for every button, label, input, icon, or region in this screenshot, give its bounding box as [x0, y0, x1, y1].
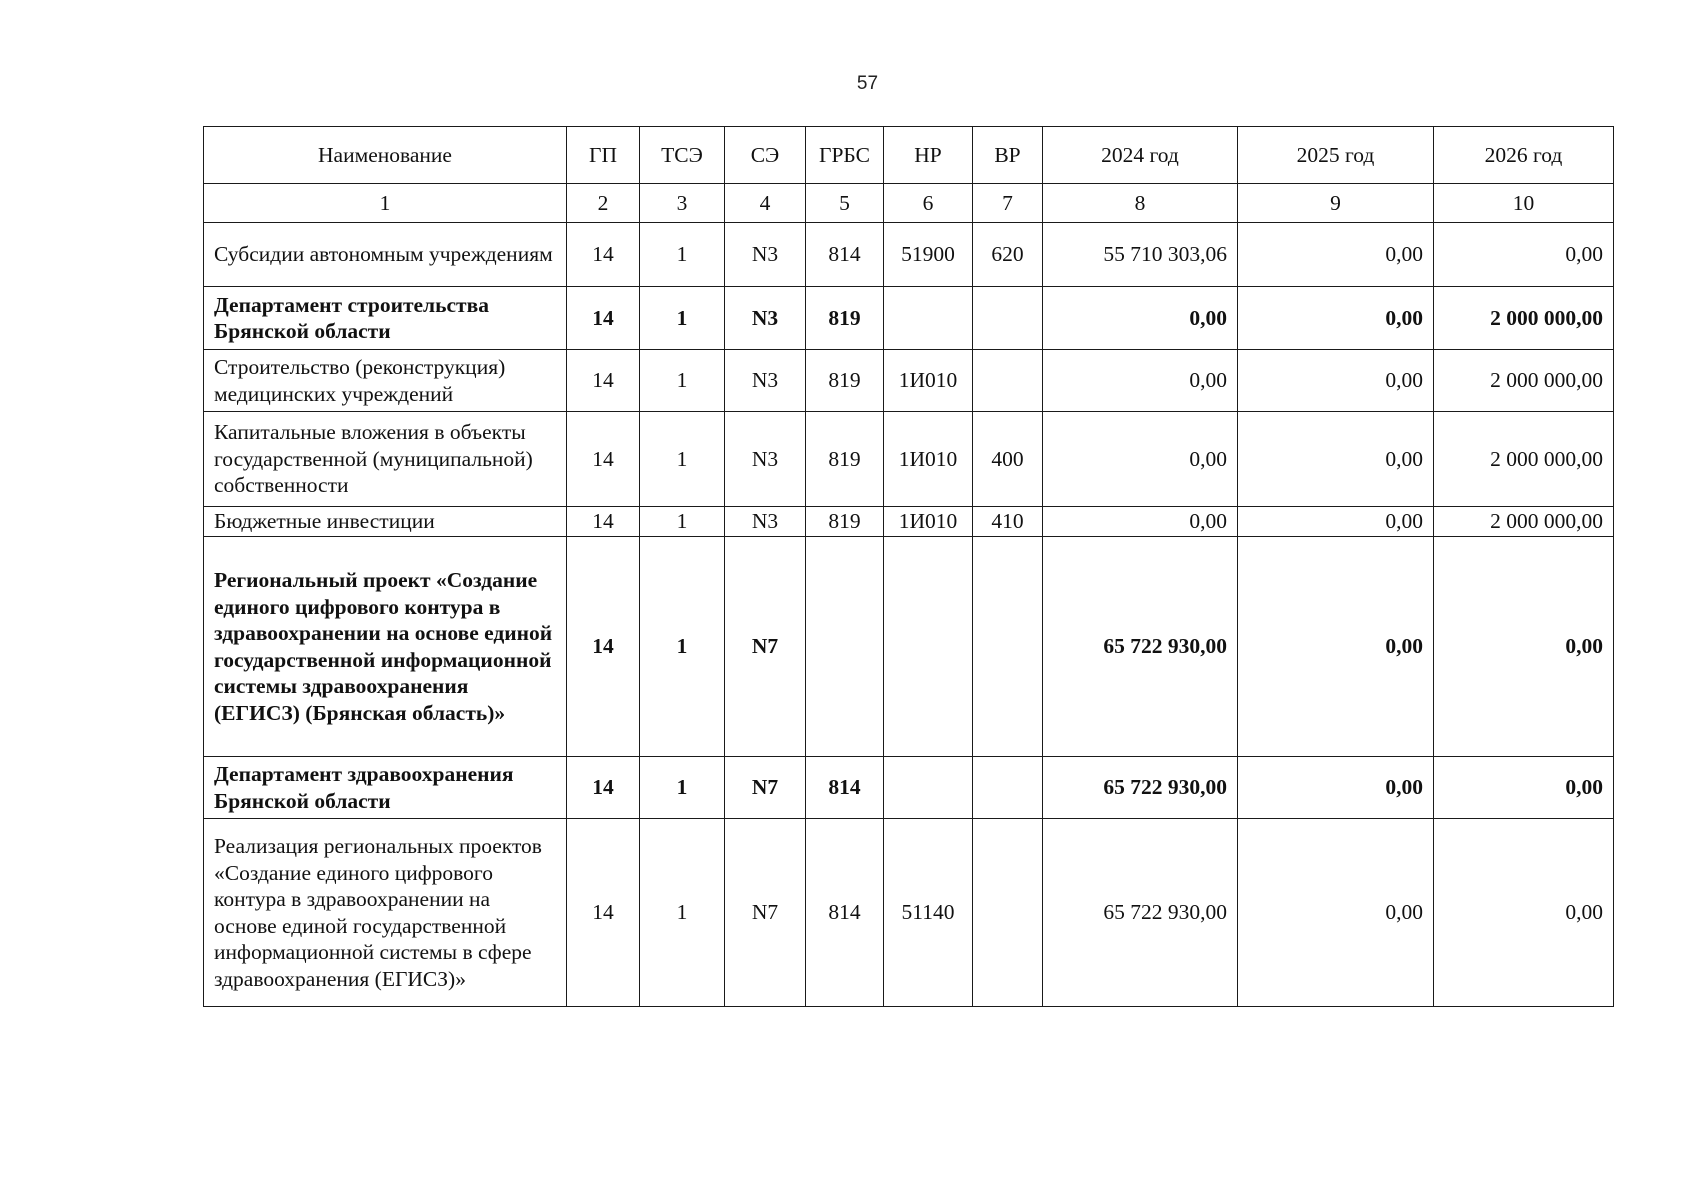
row-tse: 1: [640, 223, 725, 287]
row-gp: 14: [567, 757, 640, 819]
table-row: [204, 819, 1614, 1007]
row-nr: [884, 757, 973, 819]
row-se: N7: [725, 819, 806, 1007]
header-2025: 2025 год: [1238, 127, 1434, 184]
table-header-row: [204, 127, 1614, 184]
row-tse: 1: [640, 537, 725, 757]
row-vr: [973, 287, 1043, 350]
row-nr: [884, 537, 973, 757]
row-se: N3: [725, 287, 806, 350]
row-gp: 14: [567, 223, 640, 287]
column-number: 4: [725, 184, 806, 223]
header-tse: ТСЭ: [640, 127, 725, 184]
row-gp: 14: [567, 819, 640, 1007]
header-grbs: ГРБС: [806, 127, 884, 184]
table-row: [204, 223, 1614, 287]
row-tse: 1: [640, 287, 725, 350]
row-name: Капитальные вложения в объекты государственной (муниципальной) собственности: [204, 412, 567, 507]
row-amount-2025: 0,00: [1238, 350, 1434, 412]
row-amount-2026: 0,00: [1434, 757, 1614, 819]
row-grbs: 819: [806, 507, 884, 537]
column-number: 8: [1043, 184, 1238, 223]
row-gp: 14: [567, 507, 640, 537]
row-amount-2024: 0,00: [1043, 350, 1238, 412]
row-gp: 14: [567, 350, 640, 412]
column-number: 3: [640, 184, 725, 223]
row-nr: 51140: [884, 819, 973, 1007]
row-name: Реализация региональных проектов «Создание единого цифрового контура в здравоохранении на основе единой государственной информационной системы в сфере здравоохранения (ЕГИСЗ)»: [204, 819, 567, 1007]
header-nr: НР: [884, 127, 973, 184]
row-amount-2024: 65 722 930,00: [1043, 757, 1238, 819]
row-tse: 1: [640, 412, 725, 507]
row-name: Департамент здравоохранения Брянской области: [204, 757, 567, 819]
row-name: Субсидии автономным учреждениям: [204, 223, 567, 287]
row-name: Департамент строительства Брянской области: [204, 287, 567, 350]
row-amount-2024: 0,00: [1043, 507, 1238, 537]
row-grbs: 819: [806, 287, 884, 350]
row-se: N3: [725, 412, 806, 507]
row-vr: 620: [973, 223, 1043, 287]
table-row: [204, 757, 1614, 819]
header-gp: ГП: [567, 127, 640, 184]
row-amount-2024: 65 722 930,00: [1043, 819, 1238, 1007]
row-grbs: 814: [806, 819, 884, 1007]
row-vr: 400: [973, 412, 1043, 507]
row-nr: 1И010: [884, 507, 973, 537]
header-2024: 2024 год: [1043, 127, 1238, 184]
table-row: [204, 507, 1614, 537]
table-row: [204, 412, 1614, 507]
header-se: СЭ: [725, 127, 806, 184]
row-nr: 1И010: [884, 350, 973, 412]
row-nr: [884, 287, 973, 350]
row-name: Бюджетные инвестиции: [204, 507, 567, 537]
column-number-row: [204, 184, 1614, 223]
column-number: 5: [806, 184, 884, 223]
row-vr: [973, 350, 1043, 412]
row-gp: 14: [567, 537, 640, 757]
row-amount-2026: 0,00: [1434, 819, 1614, 1007]
column-number: 6: [884, 184, 973, 223]
row-grbs: [806, 537, 884, 757]
row-vr: [973, 819, 1043, 1007]
row-grbs: 819: [806, 350, 884, 412]
row-grbs: 819: [806, 412, 884, 507]
budget-table: [203, 126, 1614, 1007]
page-number: 57: [856, 73, 879, 94]
row-se: N7: [725, 537, 806, 757]
row-grbs: 814: [806, 757, 884, 819]
header-name: Наименование: [204, 127, 567, 184]
row-grbs: 814: [806, 223, 884, 287]
row-amount-2026: 2 000 000,00: [1434, 350, 1614, 412]
row-nr: 1И010: [884, 412, 973, 507]
header-vr: ВР: [973, 127, 1043, 184]
row-nr: 51900: [884, 223, 973, 287]
row-gp: 14: [567, 412, 640, 507]
row-amount-2024: 65 722 930,00: [1043, 537, 1238, 757]
table-row: [204, 350, 1614, 412]
table-row: [204, 537, 1614, 757]
row-amount-2026: 2 000 000,00: [1434, 287, 1614, 350]
row-amount-2025: 0,00: [1238, 507, 1434, 537]
column-number: 10: [1434, 184, 1614, 223]
row-amount-2024: 0,00: [1043, 412, 1238, 507]
row-amount-2025: 0,00: [1238, 757, 1434, 819]
row-name: Строительство (реконструкция) медицинских учреждений: [204, 350, 567, 412]
row-se: N7: [725, 757, 806, 819]
column-number: 9: [1238, 184, 1434, 223]
row-amount-2024: 0,00: [1043, 287, 1238, 350]
row-amount-2026: 0,00: [1434, 223, 1614, 287]
row-tse: 1: [640, 757, 725, 819]
row-amount-2025: 0,00: [1238, 819, 1434, 1007]
row-vr: [973, 757, 1043, 819]
column-number: 1: [204, 184, 567, 223]
header-2026: 2026 год: [1434, 127, 1614, 184]
row-amount-2025: 0,00: [1238, 537, 1434, 757]
column-number: 2: [567, 184, 640, 223]
row-se: N3: [725, 350, 806, 412]
row-amount-2025: 0,00: [1238, 223, 1434, 287]
row-tse: 1: [640, 507, 725, 537]
row-gp: 14: [567, 287, 640, 350]
row-vr: [973, 537, 1043, 757]
row-amount-2026: 2 000 000,00: [1434, 507, 1614, 537]
table-row: [204, 287, 1614, 350]
row-amount-2025: 0,00: [1238, 412, 1434, 507]
row-se: N3: [725, 507, 806, 537]
row-se: N3: [725, 223, 806, 287]
row-vr: 410: [973, 507, 1043, 537]
row-tse: 1: [640, 819, 725, 1007]
row-amount-2026: 0,00: [1434, 537, 1614, 757]
row-tse: 1: [640, 350, 725, 412]
row-amount-2026: 2 000 000,00: [1434, 412, 1614, 507]
column-number: 7: [973, 184, 1043, 223]
row-amount-2024: 55 710 303,06: [1043, 223, 1238, 287]
row-amount-2025: 0,00: [1238, 287, 1434, 350]
row-name: Региональный проект «Создание единого цифрового контура в здравоохранении на основе единой государственной информационной системы здравоохранения (ЕГИСЗ) (Брянская область)»: [204, 537, 567, 757]
